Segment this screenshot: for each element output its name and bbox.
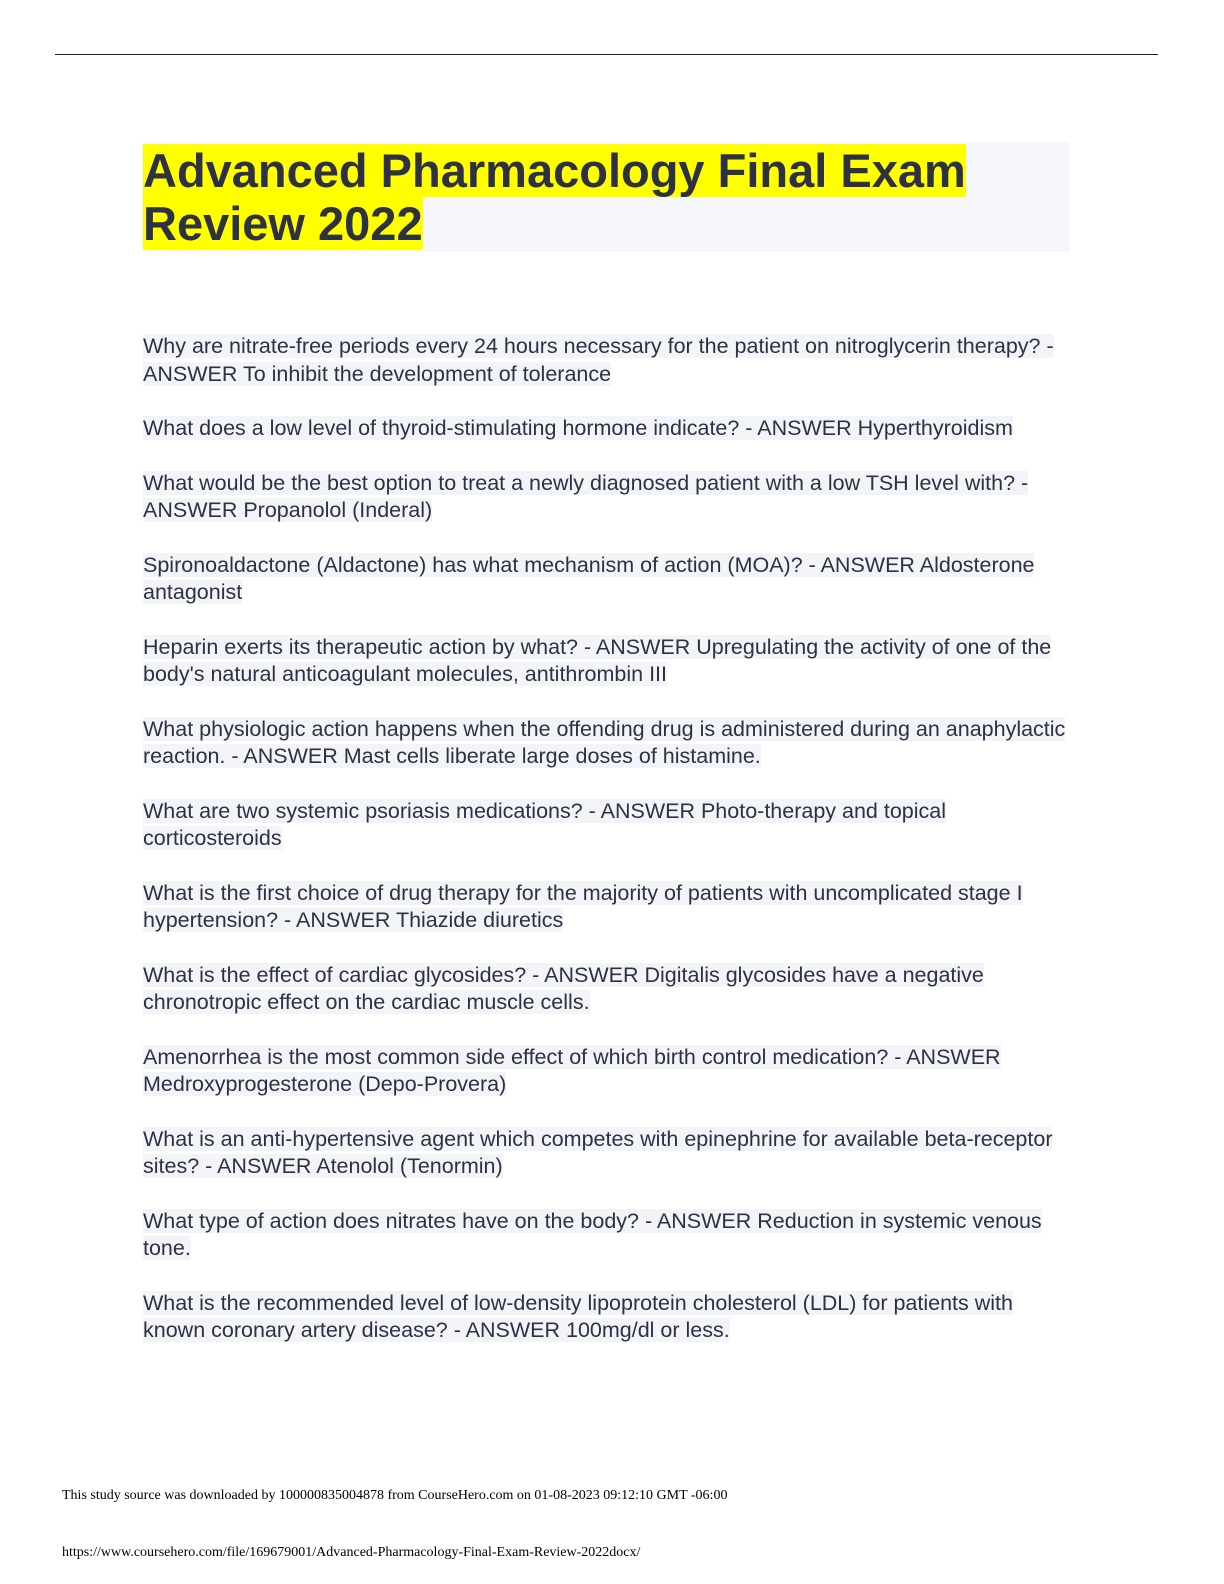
top-rule (55, 54, 1158, 55)
qa-item-text: Heparin exerts its therapeutic action by what? - ANSWER Upregulating the activity of one of the body's natural anticoagulant molecules, antithrombin III (143, 634, 1052, 686)
qa-item-text: What would be the best option to treat a newly diagnosed patient with a low TSH level with? - ANSWER Propanolol (Inderal) (143, 470, 1029, 522)
qa-item-text: Amenorrhea is the most common side effect of which birth control medication? - ANSWER Medroxyprogesterone (Depo-Provera) (143, 1044, 1001, 1096)
qa-item (143, 415, 1068, 443)
qa-item-text: What is the first choice of drug therapy for the majority of patients with uncomplicated stage I hypertension? - ANSWER Thiazide diuretics (143, 880, 1023, 932)
qa-item (143, 798, 1068, 853)
qa-item-text: What physiologic action happens when the offending drug is administered during an anaphylactic reaction. - ANSWER Mast cells liberate large doses of histamine. (143, 716, 1066, 768)
qa-item (143, 333, 1068, 388)
title-box (143, 142, 1070, 252)
qa-item-text: Why are nitrate-free periods every 24 hours necessary for the patient on nitroglycerin therapy? - ANSWER To inhibit the development of tolerance (143, 334, 1054, 386)
qa-item-text: What is the recommended level of low-density lipoprotein cholesterol (LDL) for patients with known coronary artery disease? - ANSWER 100mg/dl or less. (143, 1290, 1013, 1342)
qa-item (143, 880, 1068, 935)
qa-item-text: What is the effect of cardiac glycosides? - ANSWER Digitalis glycosides have a negative chronotropic effect on the cardiac muscle cells. (143, 962, 984, 1014)
qa-item (143, 552, 1068, 607)
qa-list (143, 333, 1068, 1372)
qa-item-text: What are two systemic psoriasis medications? - ANSWER Photo-therapy and topical corticosteroids (143, 798, 946, 850)
qa-item (143, 1290, 1068, 1345)
qa-item (143, 1208, 1068, 1263)
qa-item-text: What is an anti-hypertensive agent which competes with epinephrine for available beta-receptor sites? - ANSWER Atenolol (Tenormin) (143, 1126, 1053, 1178)
document-title (143, 142, 1070, 250)
qa-item (143, 962, 1068, 1017)
footer-url: https://www.coursehero.com/file/169679001/Advanced-Pharmacology-Final-Exam-Review-2022docx/ (62, 1545, 641, 1560)
qa-item (143, 470, 1068, 525)
qa-item-text: What type of action does nitrates have on the body? - ANSWER Reduction in systemic venous tone. (143, 1208, 1042, 1260)
qa-item (143, 716, 1068, 771)
qa-item (143, 1126, 1068, 1181)
qa-item-text: What does a low level of thyroid-stimulating hormone indicate? - ANSWER Hyperthyroidism (143, 416, 1013, 440)
footer-source-notice: This study source was downloaded by 100000835004878 from CourseHero.com on 01-08-2023 09:12:10 GMT -06:00 (62, 1488, 728, 1503)
qa-item-text: Spironoaldactone (Aldactone) has what mechanism of action (MOA)? - ANSWER Aldosterone antagonist (143, 552, 1035, 604)
document-title-text: Advanced Pharmacology Final Exam Review 2022 (143, 144, 966, 250)
qa-item (143, 634, 1068, 689)
qa-item (143, 1044, 1068, 1099)
